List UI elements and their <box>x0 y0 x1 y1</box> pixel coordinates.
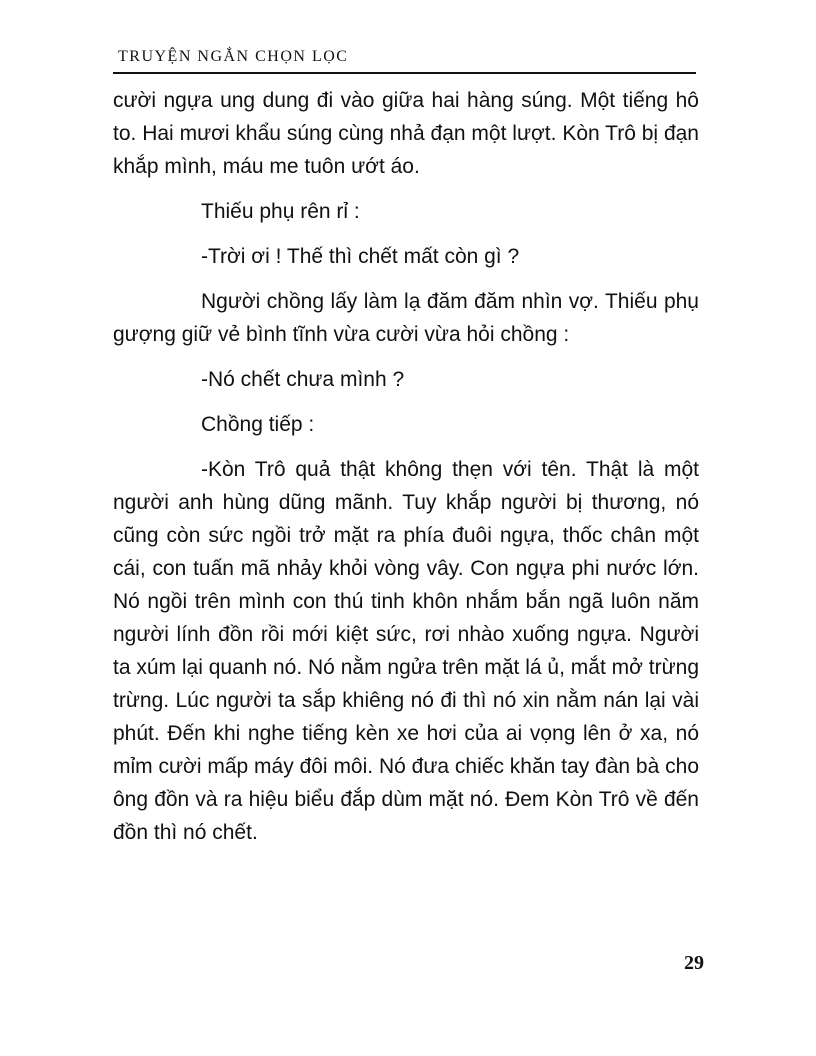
paragraph: cười ngựa ung dung đi vào giữa hai hàng súng. Một tiếng hô to. Hai mươi khẩu súng cùng nhả đạn một lượt. Kòn Trô bị đạn khắp mình, máu me tuôn ướt áo. <box>113 89 699 178</box>
paragraph: Chồng tiếp : <box>201 413 315 436</box>
body-text <box>113 84 699 849</box>
running-header: TRUYỆN NGẮN CHỌN LỌC <box>118 48 349 65</box>
paragraph: -Trời ơi ! Thế thì chết mất còn gì ? <box>201 245 520 268</box>
paragraph: Thiếu phụ rên rỉ : <box>201 200 360 223</box>
page-number: 29 <box>684 952 704 974</box>
paragraph: -Nó chết chưa mình ? <box>201 368 405 391</box>
paragraph: -Kòn Trô quả thật không thẹn với tên. Thật là một người anh hùng dũng mãnh. Tuy khắp người bị thương, nó cũng còn sức ngồi trở mặt ra phía đuôi ngựa, thốc chân một cái, con tuấn mã nhảy khỏi vòng vây. Con ngựa phi nước lớn. Nó ngồi trên mình con thú tinh khôn nhắm bắn ngã luôn năm người lính đồn rồi mới kiệt sức, rơi nhào xuống ngựa. Người ta xúm lại quanh nó. Nó nằm ngửa trên mặt lá ủ, mắt mở trừng trừng. Lúc người ta sắp khiêng nó đi thì nó xin nằm nán lại vài phút. Đến khi nghe tiếng kèn xe hơi của ai vọng lên ở xa, nó mỉm cười mấp máy đôi môi. Nó đưa chiếc khăn tay đàn bà cho ông đồn và ra hiệu biểu đắp dùm mặt nó. Đem Kòn Trô về đến đồn thì nó chết. <box>113 458 699 844</box>
paragraph: Người chồng lấy làm lạ đăm đăm nhìn vợ. Thiếu phụ gượng giữ vẻ bình tĩnh vừa cười vừa hỏi chồng : <box>113 290 699 346</box>
header-rule <box>113 72 696 74</box>
